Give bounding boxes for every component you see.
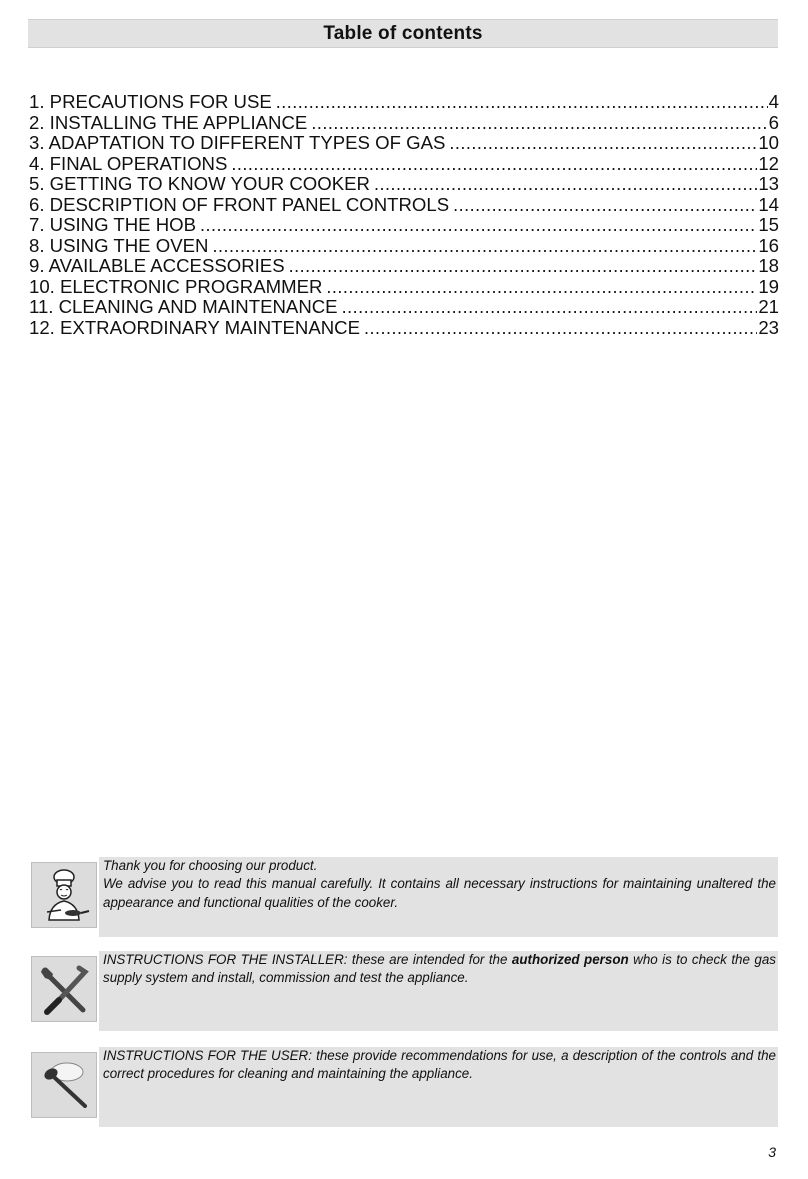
- toc-entry-page: 4: [768, 92, 779, 112]
- chef-icon: [31, 862, 97, 928]
- toc-entry-label: 11. CLEANING AND MAINTENANCE: [29, 297, 338, 317]
- toc-entry-page: 23: [758, 317, 779, 338]
- installer-note: [29, 951, 779, 1031]
- toc-entry-page: 21: [758, 297, 779, 317]
- toc-entry-label: 3. ADAPTATION TO DIFFERENT TYPES OF GAS: [29, 133, 446, 153]
- installer-text: [99, 951, 778, 1031]
- toc-entry-label: 2. INSTALLING THE APPLIANCE: [29, 112, 308, 133]
- toc-entry-page: 10: [758, 133, 779, 153]
- toc-leader-dots: [289, 256, 758, 277]
- toc-entry[interactable]: [29, 113, 779, 134]
- thanks-note: [29, 857, 779, 937]
- toc-entry-label: 9. AVAILABLE ACCESSORIES: [29, 256, 285, 276]
- toc-leader-dots: [200, 215, 757, 236]
- toc-entry[interactable]: [29, 236, 779, 257]
- toc-leader-dots: [364, 318, 757, 339]
- thanks-line-1: Thank you for choosing our product.: [103, 858, 318, 873]
- installer-bold: authorized person: [511, 952, 629, 967]
- toc-entry-page: 18: [758, 256, 779, 276]
- toc-entry[interactable]: [29, 92, 779, 113]
- toc-entry[interactable]: [29, 297, 779, 318]
- page-title: Table of contents: [323, 22, 483, 44]
- toc-entry-label: 1. PRECAUTIONS FOR USE: [29, 92, 272, 112]
- toc-entry-page: 14: [758, 194, 779, 215]
- thanks-text: [99, 857, 778, 937]
- toc-entry[interactable]: [29, 215, 779, 236]
- toc-leader-dots: [326, 277, 757, 298]
- user-note: [29, 1047, 779, 1127]
- toc-entry-label: 6. DESCRIPTION OF FRONT PANEL CONTROLS: [29, 194, 450, 215]
- toc-leader-dots: [453, 195, 757, 216]
- thanks-line-2: We advise you to read this manual carefully. It contains all necessary instructions for maintaining unaltered the appearance and functional qualities of the cooker.: [103, 876, 776, 910]
- toc-entry-page: 15: [758, 215, 779, 235]
- installer-prefix: INSTRUCTIONS FOR THE INSTALLER: these are intended for the: [103, 952, 512, 967]
- user-text: [99, 1047, 778, 1127]
- toc-entry[interactable]: [29, 133, 779, 154]
- toc-entry-label: 10. ELECTRONIC PROGRAMMER: [29, 276, 323, 297]
- toc-entry[interactable]: [29, 318, 779, 339]
- toc-entry[interactable]: [29, 195, 779, 216]
- toc-entry[interactable]: [29, 256, 779, 277]
- toc-leader-dots: [342, 297, 758, 318]
- toc-leader-dots: [231, 154, 757, 175]
- toc-entry-label: 4. FINAL OPERATIONS: [29, 153, 228, 174]
- user-paragraph: INSTRUCTIONS FOR THE USER: these provide recommendations for use, a description of the controls and the correct procedures for cleaning and maintaining the appliance.: [103, 1048, 776, 1082]
- toc-entry-page: 12: [758, 153, 779, 174]
- toc-entry[interactable]: [29, 154, 779, 175]
- toc-leader-dots: [212, 236, 757, 257]
- toc-leader-dots: [311, 113, 767, 134]
- toc-entry-label: 7. USING THE HOB: [29, 215, 197, 235]
- toc-entry[interactable]: [29, 174, 779, 195]
- toc-entry-label: 8. USING THE OVEN: [29, 235, 209, 256]
- tools-icon: [31, 956, 97, 1022]
- toc-leader-dots: [374, 174, 757, 195]
- page-number: 3: [768, 1144, 776, 1160]
- toc-entry-label: 12. EXTRAORDINARY MAINTENANCE: [29, 317, 360, 338]
- installer-paragraph: [103, 951, 776, 988]
- toc-entry-page: 19: [758, 276, 779, 297]
- toc-entry-label: 5. GETTING TO KNOW YOUR COOKER: [29, 174, 370, 194]
- toc-entry-page: 16: [758, 235, 779, 256]
- toc-leader-dots: [449, 133, 757, 154]
- toc-entry-page: 13: [758, 174, 779, 194]
- spoon-icon: [31, 1052, 97, 1118]
- toc-entry[interactable]: [29, 277, 779, 298]
- table-of-contents: [29, 92, 779, 338]
- toc-entry-page: 6: [768, 112, 779, 133]
- toc-leader-dots: [276, 92, 768, 113]
- installer-suffix: who is to check the gas supply system and install, commission and test the appliance.: [103, 952, 776, 986]
- title-bar: [28, 19, 778, 48]
